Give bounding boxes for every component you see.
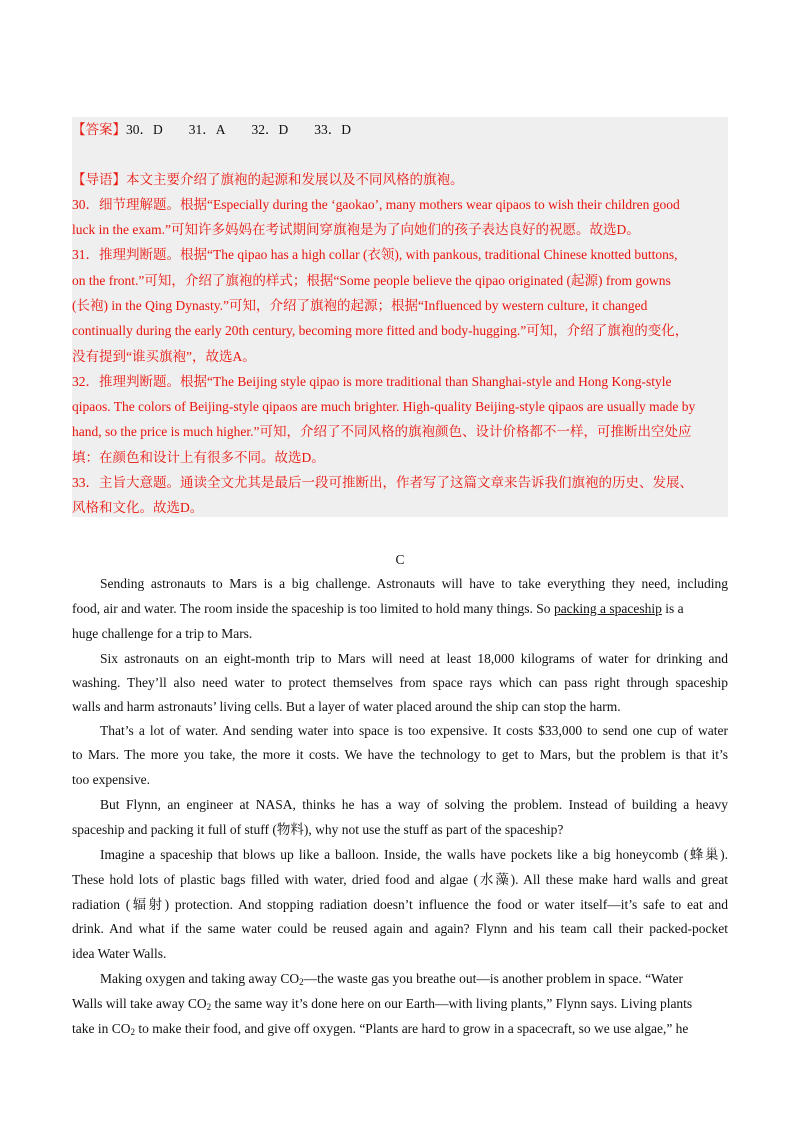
- guide-line: 30．细节理解题。根据“Especially during the ‘gaokao’, many mothers wear qipaos to wish their children good: [72, 197, 680, 212]
- guide-line: 31．推理判断题。根据“The qipao has a high collar (衣领), with pankous, traditional Chinese knotted buttons,: [72, 247, 678, 262]
- passage-line: too expensive.: [72, 772, 150, 787]
- answer-item: 30．D: [126, 122, 163, 137]
- passage-line: Walls will take away $CO_2$ the same way it’s done here on our Earth—with living plants,” Flynn says. Living plants: [72, 996, 693, 1012]
- answer-item: 32．D: [251, 122, 289, 137]
- passage-line: food, air and water. The room inside the spaceship is too limited to hold many things. So packing a spaceship is a: [72, 601, 684, 616]
- passage-line: walls and harm astronauts’ living cells. But a layer of water placed around the ship can stop the harm.: [72, 699, 621, 714]
- passage-line: washing. They’ll also need water to protect themselves from space rays which can pass right through spaceship: [72, 675, 728, 690]
- guide-line: 【导语】本文主要介绍了旗袍的起源和发展以及不同风格的旗袍。: [72, 172, 464, 187]
- passage-line: These hold lots of plastic bags filled with water, dried food and algae (水藻). All these make hard walls and great: [72, 872, 728, 887]
- guide-line: 33．主旨大意题。通读全文尤其是最后一段可推断出，作者写了这篇文章来告诉我们旗袍的历史、发展、: [72, 475, 693, 490]
- guide-line: hand, so the price is much higher.”可知，介绍了不同风格的旗袍颜色、设计价格都不一样，可推断出空处应: [72, 424, 692, 439]
- answer-key-line: [72, 121, 351, 139]
- passage-line: take in $CO_2$ to make their food, and give off oxygen. “Plants are hard to grow in a spacecraft, so we use algae,” he: [72, 1021, 689, 1037]
- answer-item: 31．A: [188, 122, 226, 137]
- passage-line: drink. And what if the same water could be reused again and again? Flynn and his team call their packed-pocket: [72, 921, 728, 936]
- passage-line: But Flynn, an engineer at NASA, thinks he has a way of solving the problem. Instead of building a heavy: [100, 797, 728, 812]
- guide-line: 填：在颜色和设计上有很多不同。故选D。: [72, 450, 325, 465]
- guide-line: 风格和文化。故选D。: [72, 500, 204, 515]
- guide-line: continually during the early 20th century, becoming more fitted and body-hugging.”可知，介绍了旗袍的变化，: [72, 323, 689, 338]
- passage-line: Imagine a spaceship that blows up like a balloon. Inside, the walls have pockets like a big honeycomb (蜂巢).: [100, 847, 728, 862]
- passage-line: spaceship and packing it full of stuff (物料), why not use the stuff as part of the spaceship?: [72, 822, 564, 837]
- passage-line: That’s a lot of water. And sending water into space is too expensive. It costs $33,000 to send one cup of water: [100, 723, 728, 738]
- guide-line: on the front.”可知，介绍了旗袍的样式；根据“Some people believe the qipao originated (起源) from gowns: [72, 273, 671, 288]
- guide-line: (长袍) in the Qing Dynasty.”可知，介绍了旗袍的起源；根据“Influenced by western culture, it changed: [72, 298, 648, 313]
- passage-line: idea Water Walls.: [72, 946, 167, 961]
- passage-line: radiation (辐射) protection. And stopping radiation doesn’t influence the food or water itself—it’s safe to eat and: [72, 897, 728, 912]
- underlined-phrase: packing a spaceship: [553, 601, 662, 616]
- section-heading: C: [395, 552, 405, 567]
- guide-line: luck in the exam.”可知许多妈妈在考试期间穿旗袍是为了向她们的孩子表达良好的祝愿。故选D。: [72, 222, 640, 237]
- guide-line: qipaos. The colors of Beijing-style qipaos are much brighter. High-quality Beijing-style qipaos are usually made by: [72, 399, 696, 414]
- passage-line: Making oxygen and taking away $CO_2—the$ waste gas you breathe out—is another problem in space. “Water: [100, 971, 684, 987]
- answer-tag: 【答案】: [72, 122, 126, 137]
- guide-line: 32．推理判断题。根据“The Beijing style qipao is more traditional than Shanghai-style and Hong Kong-style: [72, 374, 672, 389]
- passage-line: to Mars. The more you take, the more it costs. We have the technology to get to Mars, but the problem is that it’s: [72, 747, 728, 762]
- passage-line: Six astronauts on an eight-month trip to Mars will need at least 18,000 kilograms of water for drinking and: [100, 651, 728, 666]
- passage-line: Sending astronauts to Mars is a big challenge. Astronauts will have to take everything they need, including: [100, 576, 728, 591]
- answer-item: 33．D: [314, 122, 351, 137]
- passage-line: huge challenge for a trip to Mars.: [72, 626, 253, 641]
- guide-line: 没有提到“谁买旗袍”，故选A。: [72, 349, 256, 364]
